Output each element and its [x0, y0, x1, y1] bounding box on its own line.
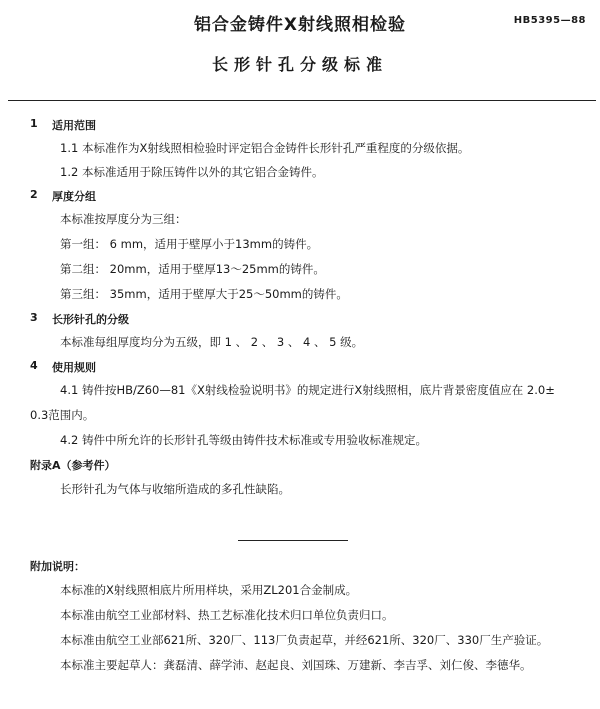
section-title: 长形针孔的分级 [52, 313, 129, 326]
document-title-line2: 长形针孔分级标准 [211, 55, 388, 74]
section-number: 3 [30, 311, 38, 324]
section-title: 适用范围 [52, 119, 96, 132]
section-2-line-3: 第二组： 20mm，适用于壁厚13～25mm的铸件。 [60, 262, 325, 276]
section-1-line-2: 1.2 本标准适用于除压铸件以外的其它铝合金铸件。 [60, 165, 324, 179]
section-number: 2 [30, 188, 38, 201]
appendix-text: 长形针孔为气体与收缩所造成的多孔性缺陷。 [60, 482, 290, 496]
standard-number: HB5395—88 [513, 15, 586, 26]
notes-line-2: 本标准由航空工业部材料、热工艺标准化技术归口单位负责归口。 [60, 608, 394, 622]
section-title: 使用规则 [52, 361, 96, 374]
section-2-line-1: 本标准按厚度分为三组： [60, 212, 187, 226]
document-title-line1: 铝合金铸件X射线照相检验 [193, 15, 407, 35]
header-divider [8, 100, 596, 101]
section-title: 厚度分组 [52, 190, 96, 203]
section-2-line-2: 第一组： 6 mm，适用于壁厚小于13mm的铸件。 [60, 237, 319, 251]
section-1-line-1: 1.1 本标准作为X射线照相检验时评定铝合金铸件长形针孔严重程度的分级依据。 [60, 141, 470, 155]
notes-line-1: 本标准的X射线照相底片所用样块，采用ZL201合金制成。 [60, 583, 358, 597]
section-number: 4 [30, 359, 38, 372]
section-2-line-4: 第三组： 35mm，适用于壁厚大于25～50mm的铸件。 [60, 287, 348, 301]
section-4-line-1: 4.1 铸件按HB/Z60—81《X射线检验说明书》的规定进行X射线照相，底片背景密度值应在 2.0± [60, 383, 555, 397]
notes-title: 附加说明： [30, 560, 85, 573]
section-3-line-1: 本标准每组厚度均分为五级，即 1 、 2 、 3 、 4 、 5 级。 [60, 335, 364, 349]
section-number: 1 [30, 117, 38, 130]
notes-line-3: 本标准由航空工业部621所、320厂、113厂负责起草，并经621所、320厂、330厂生产验证。 [60, 633, 549, 647]
section-divider [238, 540, 348, 541]
section-4-line-2: 0.3范围内。 [30, 408, 95, 422]
appendix-title: 附录A（参考件） [30, 459, 116, 472]
section-4-line-3: 4.2 铸件中所允许的长形针孔等级由铸件技术标准或专用验收标准规定。 [60, 433, 427, 447]
notes-line-4: 本标准主要起草人：龚磊清、薛学沛、赵起良、刘国珠、万建新、李吉孚、刘仁俊、李德华。 [60, 658, 532, 672]
